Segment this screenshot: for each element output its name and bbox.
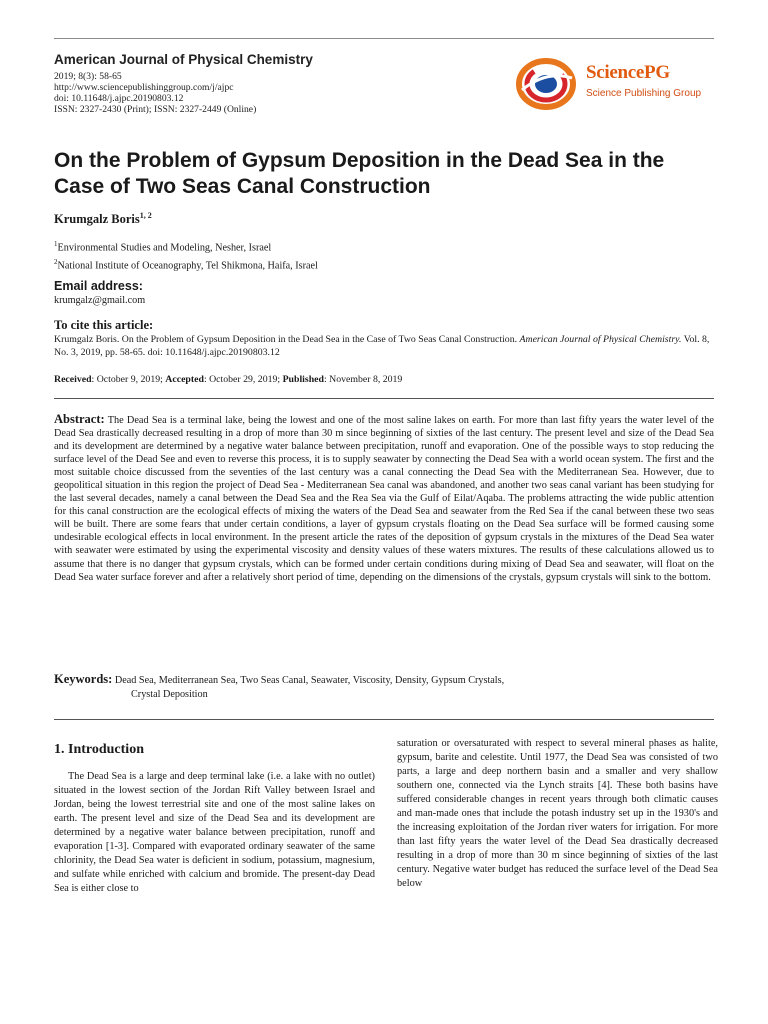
- introduction-heading: 1. Introduction: [54, 742, 144, 757]
- keywords: [54, 672, 714, 702]
- author: [54, 211, 152, 227]
- logo-subtitle: Science Publishing Group: [586, 88, 702, 99]
- introduction-right-column: saturation or oversaturated with respect to several mineral phases as halite, gypsum, barite and celestite. Until 1977, the Dead Sea was consisted of two parts, a large and deep northern basin and a smaller and very shallow southern one, connected via the Lynch straits [4]. These both basins have suffered considerable changes in recent years through both climatic causes and man-made ones that include the potash industry set up in the 1930's and the increasing exploitation of the Jordan river waters for irrigation. For more than last fifty years the water level of the Dead Sea drastically decreased resulting in a drop of more than 30 m since beginning of sixties of the last century. Negative water budget has reduced the surface level of the Dead Sea below: [397, 738, 718, 890]
- sciencepg-logo: [516, 56, 716, 112]
- affiliation-1: [54, 240, 271, 253]
- journal-doi[interactable]: doi: 10.11648/j.ajpc.20190803.12: [54, 93, 184, 104]
- affiliation-1-sup: 1: [54, 240, 58, 248]
- accepted-label: Accepted: [165, 374, 204, 385]
- published-date: : November 8, 2019: [323, 374, 403, 385]
- accepted-date: : October 29, 2019;: [203, 374, 283, 385]
- abstract: [54, 413, 714, 584]
- cite-body: [54, 333, 714, 359]
- sciencepg-emblem-icon: [516, 56, 580, 112]
- received-label: Received: [54, 374, 92, 385]
- top-rule: [54, 38, 714, 39]
- keywords-line-1: [54, 672, 714, 688]
- affiliation-2: [54, 258, 318, 271]
- cite-text: Krumgalz Boris. On the Problem of Gypsum Deposition in the Dead Sea in the Case of Two Seas Canal Construction.: [54, 334, 520, 345]
- issue-info: 2019; 8(3): 58-65: [54, 71, 122, 82]
- cite-journal: American Journal of Physical Chemistry.: [519, 334, 682, 345]
- cite-heading: To cite this article:: [54, 318, 154, 332]
- affiliation-2-sup: 2: [54, 258, 58, 266]
- received-date: : October 9, 2019;: [91, 374, 166, 385]
- journal-title: American Journal of Physical Chemistry: [54, 52, 313, 67]
- abstract-label: Abstract:: [54, 412, 105, 426]
- keywords-text-1: Dead Sea, Mediterranean Sea, Two Seas Canal, Seawater, Viscosity, Density, Gypsum Crystals,: [114, 675, 505, 686]
- affiliation-1-text: Environmental Studies and Modeling, Nesher, Israel: [57, 242, 272, 254]
- article-dates: [54, 374, 402, 385]
- introduction-left-column: The Dead Sea is a large and deep terminal lake (i.e. a lake with no outlet) situated in the lowest section of the Jordan Rift Valley between Israel and Jordan, being the lowest terrestrial site and one of the most saline lakes on earth. The present level and size of the Dead Sea and its development are determined by a negative water balance between precipitation, runoff and evaporation [1-3]. Compared with evaporated ordinary seawater of the same chlorinity, the Dead Sea water is deficient in sodium, potassium, magnesium, and sulfate while enriched with calcium and bromide. The present-day Dead Sea is either close to: [54, 771, 375, 895]
- journal-url[interactable]: http://www.sciencepublishinggroup.com/j/ajpc: [54, 82, 234, 93]
- keywords-label: Keywords:: [54, 672, 113, 686]
- abstract-top-rule: [54, 398, 714, 399]
- logo-name: SciencePG: [586, 62, 670, 83]
- abstract-text: The Dead Sea is a terminal lake, being the lowest and one of the most saline lakes on earth. For more than last fifty years the water level of the Dead Sea drastically decreased resulting in a drop of more than 30 m since beginning of sixties of the last century. The present level and size of the Dead Sea and its development are determined by a negative water balance between precipitation, runoff and evaporation. One of the possible ways to stop reducing the surface level of the Dead See and even to reverse this process, it is to supply seawater by connecting the Dead Sea with a world ocean system. The first and the most suitable choice discussed from the seventies of the last century was a canal connecting the Dead Sea with the Mediterranean Sea. However, due to geopolitical situation in this region the project of Dead Sea - Mediterranean Sea canal was abandoned, and another two seas canal variant has been studying for the last several decades, namely a canal between the Dead Sea and the Rea Sea via the Gulf of Eilat/Aqaba. The problems attracting the wide public attention for this canal construction are the ecological effects of mixing the waters of the Dead Sea and seawater from the Red Sea if the canal between these two seas will be built. There are some fears that under certain conditions, a layer of gypsum crystals floating on the Dead Sea surface will be formed causing some undesirable ecological effects in local environment. In the present article the rates of the deposition of gypsum crystals in the mixtures of the Dead Sea water with seawater were estimated by using the experimental viscosity and density values of these waters mixtures. The results of these calculations allowed us to assume that there is no danger that gypsum crystals, which can be formed under certain conditions during mixing of Dead Sea and seawater, will float on the Dead Sea water surface forever and after a relatively short period of time, depending on the dimensions of the crystals, gypsum crystals will sink to the bottom.: [54, 415, 714, 583]
- paper-title: On the Problem of Gypsum Deposition in the Dead Sea in the Case of Two Seas Canal Construction: [54, 149, 665, 198]
- author-name: Krumgalz Boris: [54, 212, 140, 227]
- email-heading: Email address:: [54, 279, 143, 293]
- journal-issn: ISSN: 2327-2430 (Print); ISSN: 2327-2449 (Online): [54, 104, 257, 115]
- cite-tail: Vol. 8, No. 3, 2019, pp. 58-65. doi: 10.11648/j.ajpc.20190803.12: [54, 334, 710, 359]
- author-sup: 1, 2: [139, 211, 152, 220]
- email-address[interactable]: krumgalz@gmail.com: [54, 295, 146, 306]
- keywords-text-2: Crystal Deposition: [131, 689, 208, 700]
- abstract-bottom-rule: [54, 719, 714, 720]
- affiliation-2-text: National Institute of Oceanography, Tel Shikmona, Haifa, Israel: [57, 260, 318, 272]
- published-label: Published: [282, 374, 324, 385]
